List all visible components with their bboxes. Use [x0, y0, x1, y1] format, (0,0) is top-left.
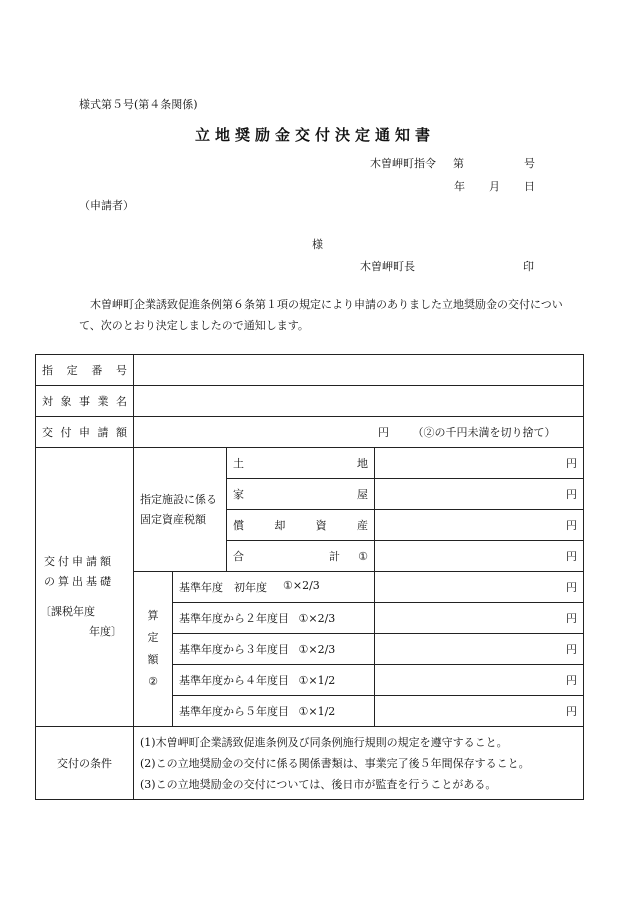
condition-item: (3)この立地奨励金の交付については、後日市が監査を行うことがある。	[140, 777, 497, 791]
condition-item: (2)この立地奨励金の交付に係る関係書類は、事業完了後５年間保存すること。	[140, 756, 530, 770]
label-target-business: 対 象 事 業 名	[36, 386, 134, 417]
row-target-business	[36, 386, 584, 417]
reference-number-prefix: 第	[453, 157, 464, 170]
value-year-1: 円	[375, 572, 584, 603]
calc-mark: ②	[148, 675, 158, 688]
date-day: 日	[524, 180, 535, 193]
yen-unit: 円	[378, 426, 389, 439]
reference-number-suffix: 号	[524, 157, 535, 170]
office-reference: 木曽岬町指令	[370, 157, 436, 170]
label-depreciable-assets: 償 却 資 産	[227, 510, 375, 541]
applicant-label: （申請者）	[79, 199, 134, 212]
row-designation-number	[36, 355, 584, 386]
value-year-2: 円	[375, 603, 584, 634]
label-calculation-basis	[36, 448, 134, 727]
tax-year-open: 〔課税年度	[40, 605, 95, 618]
issuer-name: 木曽岬町長	[360, 260, 415, 273]
total-mark: ①	[358, 549, 368, 563]
label-calculated-amount: 算定額 ②	[134, 572, 173, 727]
label-total: 合 計 ①	[227, 541, 375, 572]
decision-table	[35, 354, 584, 800]
value-depreciable-assets: 円	[375, 510, 584, 541]
value-year-4: 円	[375, 665, 584, 696]
label-land: 土 地	[227, 448, 375, 479]
value-house: 円	[375, 479, 584, 510]
year-row-3: 基準年度から３年度目 ①×2/3	[173, 634, 375, 665]
year-row-1: 基準年度 初年度 ①×2/3	[173, 572, 375, 603]
value-land: 円	[375, 448, 584, 479]
year-row-5: 基準年度から５年度目 ①×1/2	[173, 696, 375, 727]
value-total: 円	[375, 541, 584, 572]
label-house: 家 屋	[227, 479, 375, 510]
value-designation-number	[134, 355, 584, 386]
value-year-3: 円	[375, 634, 584, 665]
label-designation-number: 指 定 番 号	[36, 355, 134, 386]
label-fixed-asset-tax: 指定施設に係る固定資産税額	[134, 448, 227, 572]
basis-title: 交付申請額の算出基礎	[44, 555, 114, 588]
seal-mark: 印	[523, 260, 534, 273]
value-year-5: 円	[375, 696, 584, 727]
document-title: 立地奨励金交付決定通知書	[194, 126, 435, 144]
year-row-4: 基準年度から４年度目 ①×1/2	[173, 665, 375, 696]
row-conditions	[36, 727, 584, 800]
form-number: 様式第５号(第４条関係)	[79, 98, 198, 111]
label-conditions: 交付の条件	[36, 727, 134, 800]
value-target-business	[134, 386, 584, 417]
date-month: 月	[489, 180, 500, 193]
value-application-amount	[134, 417, 584, 448]
date-year: 年	[454, 180, 465, 193]
tax-year-close: 年度〕	[89, 625, 122, 638]
label-application-amount: 交 付 申 請 額	[36, 417, 134, 448]
condition-item: (1)木曽岬町企業誘致促進条例及び同条例施行規則の規定を遵守すること。	[140, 735, 508, 749]
conditions-list	[134, 727, 584, 800]
row-application-amount	[36, 417, 584, 448]
honorific: 様	[312, 238, 323, 251]
rounding-note: （②の千円未満を切り捨て）	[412, 426, 556, 439]
notice-body: 木曽岬町企業誘致促進条例第６条第１項の規定により申請のありました立地奨励金の交付について、次のとおり決定しましたので通知します。	[79, 298, 563, 332]
year-row-2: 基準年度から２年度目 ①×2/3	[173, 603, 375, 634]
